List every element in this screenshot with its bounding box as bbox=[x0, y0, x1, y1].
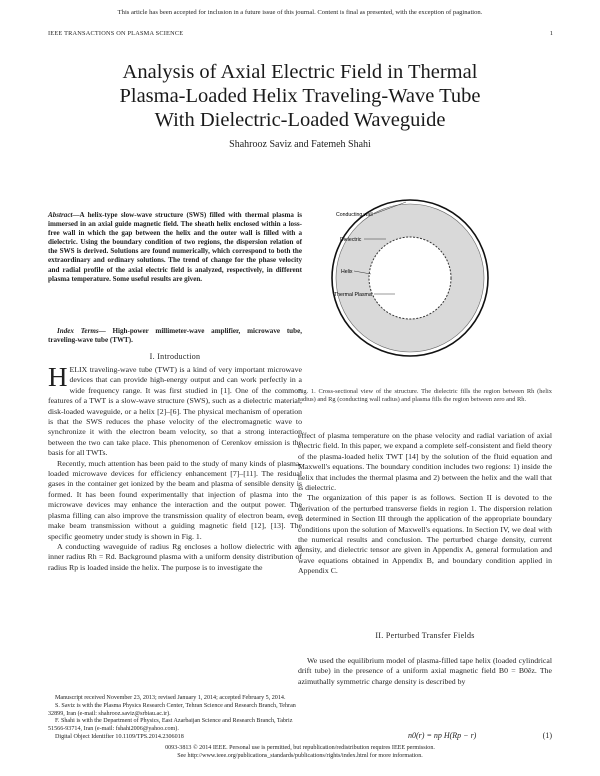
abstract-text: —A helix-type slow-wave structure (SWS) filled with thermal plasma is immersed in an axial guide magnetic field. The sheath helix enclosed within a loss-free wall in which the gap between the helix and the outer wall is filled with a dielectric. Using the boundary condition of two regions, the dispersion relation of the SWS is derived. Solutions are found numerically, which correspond to both the extraordinary and ordinary solutions. The trend of change for the phase velocity and radial profile of the axial electric field is analyzed, respectively, in different plasma temperature. Some useful results are given. bbox=[48, 211, 302, 283]
copyright-line-2: See http://www.ieee.org/publications_standards/publications/rights/index.html for more information. bbox=[177, 753, 423, 759]
abstract-lead: Abstract bbox=[48, 211, 73, 219]
title-line-1: Analysis of Axial Electric Field in Thermal bbox=[122, 61, 478, 83]
intro-paragraph-2: Recently, much attention has been paid to the study of many kinds of plasma-loaded microwave devices for efficiency enhancement [7]–[11]. The residual gases in the container get ionized by the beam and plasma of sensible density is formed. It has been found experimentally that injection of plasma into the microwave devices may enhance the interaction and the output power. The plasma filling can also improve the transmission quality of electron beam, even make beam transmission without a guiding magnetic field [12], [13]. The specific geometry under study is shown in Fig. 1. bbox=[48, 458, 302, 541]
section2-body bbox=[298, 656, 552, 687]
intro-paragraph-1: ELIX traveling-wave tube (TWT) is a kind of very important microwave devices that can provide high-energy output and can work perfectly in a wide frequency range. It was first studied in [1]. One of the common features of a TWT is a slow-wave structure (SWS), such as a dielectric material, disk-loaded waveguide, or a helix [2]–[6]. The physical mechanism of operation is that the SWS reduces the phase velocity of the electromagnetic wave to synchronize it with the electron beam velocity, so that a strong interaction between the two can take place. This phenomenon of Cerenkov emission is the basis for all TWTs. bbox=[48, 365, 302, 458]
index-terms bbox=[48, 327, 302, 345]
figure-1 bbox=[298, 196, 552, 371]
introduction-body bbox=[48, 362, 302, 573]
authors: Shahrooz Saviz and Fatemeh Shahi bbox=[229, 139, 371, 150]
footnote-manuscript: Manuscript received November 23, 2013; revised January 1, 2014; accepted February 5, 2014. bbox=[55, 695, 286, 701]
footnote-author-1: S. Saviz is with the Plasma Physics Research Center, Tehran Science and Research Branch, Tehran 32899, Iran (e-mail: shahrooz.saviz@srbiau.ac.ir). bbox=[48, 702, 296, 717]
section-heading-introduction: I. Introduction bbox=[149, 352, 201, 361]
footnote-author-2: F. Shahi is with the Department of Physics, East Azarbaijan Science and Research Branch, Tabriz 51566-93714, Iran (e-mail: fshahi2006@yahoo.com). bbox=[48, 718, 293, 733]
label-dielectric: Dielectric bbox=[340, 237, 362, 243]
label-conducting-wall: Conducting wall bbox=[336, 212, 373, 218]
cross-section-diagram bbox=[298, 196, 552, 371]
footnote-doi: Digital Object Identifier 10.1109/TPS.2014.2306018 bbox=[55, 733, 184, 740]
label-helix: Helix bbox=[341, 269, 353, 275]
right-paragraph-2: The organization of this paper is as follows. Section II is devoted to the derivation of the perturbed transverse fields in region 1. The dispersion relation is determined in Section III through the application of the appropriate boundary conditions upon the solution of Maxwell's equations. In Section IV, we deal with the numerical results and conclusion. The perturbed charge density, current density, and dielectric tensor are given in Appendix A, general formulation and wave equations obtained in Appendix B, and boundary condition applied in Appendix C. bbox=[298, 493, 552, 576]
right-paragraph-1: effect of plasma temperature on the phase velocity and radial variation of axial electric field. In this paper, we expand a complete self-consistent and field theory of the plasma-loaded helix TWT [14] by the solution of the fluid equation and Maxwell's equations. The boundary condition includes two regions: 1) inside the helix that includes the thermal plasma and 2) between the helix and the wall that is dielectric. bbox=[298, 431, 552, 493]
index-terms-lead: Index Terms bbox=[57, 327, 99, 335]
paper-title bbox=[50, 60, 550, 132]
drop-cap: H bbox=[48, 362, 68, 392]
copyright-line-1: 0093-3813 © 2014 IEEE. Personal use is permitted, but republication/redistribution requires IEEE permission. bbox=[165, 745, 435, 751]
page-number: 1 bbox=[549, 30, 553, 37]
equation-number: (1) bbox=[542, 731, 552, 740]
title-line-3: With Dielectric-Loaded Waveguide bbox=[154, 109, 446, 131]
footnotes bbox=[48, 695, 302, 742]
title-line-2: Plasma-Loaded Helix Traveling-Wave Tube bbox=[119, 85, 481, 107]
intro-paragraph-3: A conducting waveguide of radius Rg encloses a hollow dielectric with an inner radius Rh = Rd. Background plasma with a uniform density distribution of radius Rp is loaded inside the helix. The purpose is to investigate the bbox=[48, 541, 302, 572]
section2-paragraph-1: We used the equilibrium model of plasma-filled tape helix (loaded cylindrical drift tube) in the presence of a uniform axial magnetic field B0 = B0êz. The azimuthally symmetric charge density is described by bbox=[298, 656, 552, 686]
right-column-body bbox=[298, 431, 552, 577]
copyright-notice bbox=[0, 744, 600, 760]
running-head: IEEE TRANSACTIONS ON PLASMA SCIENCE bbox=[48, 30, 184, 37]
journal-notice: This article has been accepted for inclusion in a future issue of this journal. Content is final as presented, with the exception of pagination. bbox=[117, 9, 483, 16]
equation-expression: n0(r) = np H(Rp − r) bbox=[408, 731, 477, 740]
index-terms-text: — High-power millimeter-wave amplifier, microwave tube, traveling-wave tube (TWT). bbox=[48, 327, 302, 345]
figure-caption: Fig. 1. Cross-sectional view of the structure. The dielectric fills the region between Rh (helix radius) and Rg (conducting wall radius) and plasma fills the region between zero and Rh. bbox=[298, 388, 552, 404]
label-thermal-plasma: Thermal Plasma bbox=[334, 292, 372, 298]
section-heading-perturbed-fields: II. Perturbed Transfer Fields bbox=[375, 631, 475, 640]
abstract bbox=[48, 211, 302, 284]
plasma-region bbox=[372, 240, 448, 316]
